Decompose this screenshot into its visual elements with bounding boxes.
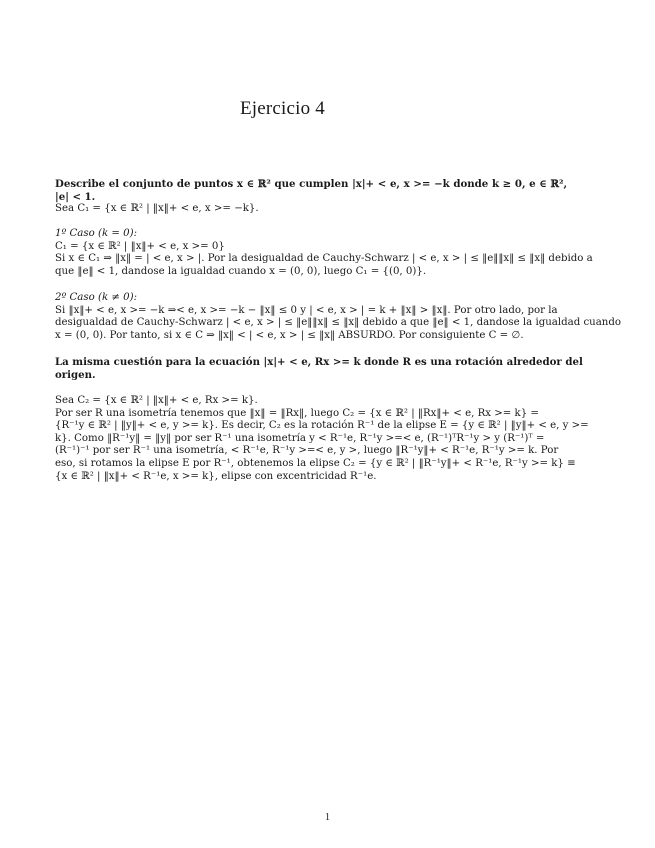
problem-2-statement: [55, 356, 583, 381]
solution-2-line: Sea C₂ = {x ∈ ℝ² | ‖x‖+ < e, Rx >= k}.: [55, 395, 258, 406]
page-number: 1: [325, 812, 330, 823]
problem-2-line: origen.: [55, 368, 96, 381]
case-1-line: Si x ∈ C₁ ⇒ ‖x‖ = | < e, x > |. Por la desigualdad de Cauchy-Schwarz | < e, x > | ≤ ‖e‖‖x‖ ≤ ‖x‖ debido a: [55, 253, 593, 265]
case-2-block: [55, 292, 622, 342]
solution-2-line: (R⁻¹)⁻¹ por ser R⁻¹ una isometría, < R⁻¹e, R⁻¹y >=< e, y >, luego ‖R⁻¹y‖+ < R⁻¹e, R⁻¹y >= k. Por: [55, 445, 559, 457]
solution-2-line: eso, si rotamos la elipse E por R⁻¹, obtenemos la elipse C₂ = {y ∈ ℝ² | ‖R⁻¹y‖+ < R⁻¹e, R⁻¹y >= k} ≡: [55, 457, 576, 469]
solution-2-line: k}. Como ‖R⁻¹y‖ = ‖y‖ por ser R⁻¹ una isometría y < R⁻¹e, R⁻¹y >=< e, (R⁻¹)ᵀR⁻¹y > y (R⁻¹)ᵀ =: [55, 432, 545, 444]
case-1-line: C₁ = {x ∈ ℝ² | ‖x‖+ < e, x >= 0}: [55, 240, 225, 252]
case-1-line: que ‖e‖ < 1, dandose la igualdad cuando x = (0, 0), luego C₁ = {(0, 0)}.: [55, 265, 427, 277]
case-1-heading: 1º Caso (k = 0):: [55, 228, 138, 239]
solution-2-line: {x ∈ ℝ² | ‖x‖+ < R⁻¹e, x >= k}, elipse con excentricidad R⁻¹e.: [55, 470, 377, 482]
solution-2-line: {R⁻¹y ∈ ℝ² | ‖y‖+ < e, y >= k}. Es decir, C₂ es la rotación R⁻¹ de la elipse E = {y ∈ ℝ² | ‖y‖+ < e, y >=: [55, 420, 589, 432]
problem-1-statement: Describe el conjunto de puntos x ∈ ℝ² que cumplen |x|+ < e, x >= −k donde k ≥ 0, e ∈ ℝ², |e| < 1.: [55, 178, 567, 203]
case-1-block: [55, 228, 593, 278]
page-title: Ejercicio 4: [239, 98, 326, 119]
case-2-line: desigualdad de Cauchy-Schwarz | < e, x > | ≤ ‖e‖‖x‖ ≤ ‖x‖ debido a que ‖e‖ < 1, dandose la igualdad cuando: [55, 317, 622, 329]
case-2-line: x = (0, 0). Por tanto, si x ∈ C ⇒ ‖x‖ < | < e, x > | ≤ ‖x‖ ABSURDO. Por consiguiente C = ∅.: [55, 329, 524, 341]
solution-2-line: Por ser R una isometría tenemos que ‖x‖ = ‖Rx‖, luego C₂ = {x ∈ ℝ² | ‖Rx‖+ < e, Rx >= k} =: [55, 407, 539, 419]
case-2-heading: 2º Caso (k ≠ 0):: [55, 292, 138, 303]
problem-1-intro: Sea C₁ = {x ∈ ℝ² | ‖x‖+ < e, x >= −k}.: [55, 203, 259, 214]
problem-2-line: La misma cuestión para la ecuación |x|+ < e, Rx >= k donde R es una rotación alrededor del: [55, 356, 583, 368]
case-2-line: Si ‖x‖+ < e, x >= −k ⇒< e, x >= −k − ‖x‖ ≤ 0 y | < e, x > | = k + ‖x‖ > ‖x‖. Por otro lado, por la: [55, 304, 558, 316]
problem-2-solution: [55, 395, 589, 483]
